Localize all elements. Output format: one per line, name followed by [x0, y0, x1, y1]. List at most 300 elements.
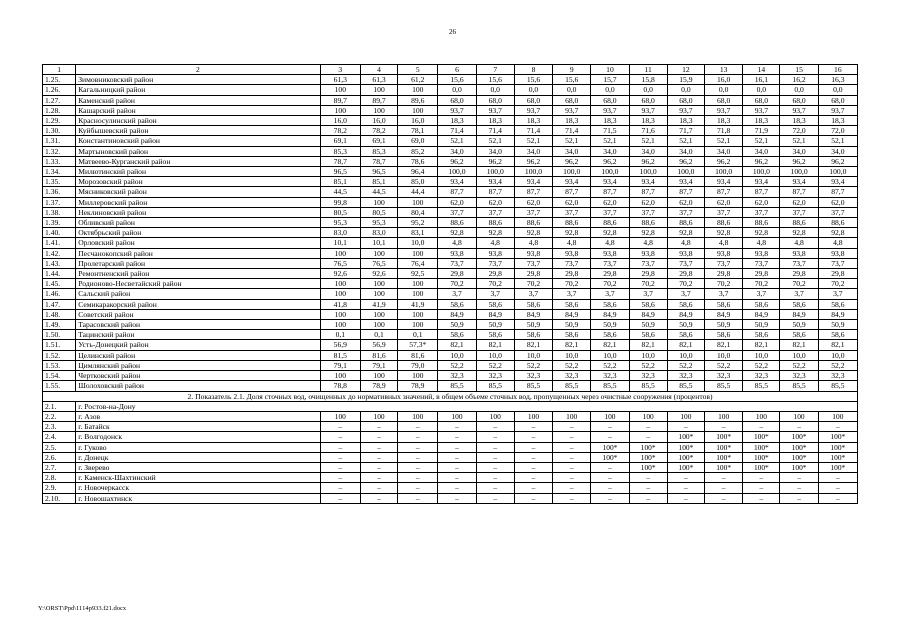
- value-cell: 100: [320, 248, 360, 258]
- value-cell: 3,7: [591, 289, 629, 299]
- value-cell: 100: [360, 197, 397, 207]
- value-cell: 70,2: [818, 279, 857, 289]
- value-cell: 100,0: [705, 167, 743, 177]
- value-cell: –: [476, 473, 514, 483]
- value-cell: 50,9: [591, 320, 629, 330]
- value-cell: –: [438, 462, 476, 472]
- value-cell: –: [398, 452, 438, 462]
- column-number: 9: [553, 65, 591, 75]
- value-cell: –: [629, 422, 667, 432]
- value-cell: 62,0: [780, 197, 818, 207]
- table-row: [43, 258, 858, 268]
- value-cell: 88,6: [743, 218, 780, 228]
- value-cell: 99,8: [320, 197, 360, 207]
- value-cell: 70,2: [705, 279, 743, 289]
- district-name: Обливский район: [76, 218, 321, 228]
- table-row: [43, 126, 858, 136]
- value-cell: 3,7: [705, 289, 743, 299]
- value-cell: –: [320, 462, 360, 472]
- value-cell: 50,9: [705, 320, 743, 330]
- value-cell: 100: [780, 411, 818, 421]
- value-cell: –: [438, 422, 476, 432]
- value-cell: 73,7: [438, 258, 476, 268]
- value-cell: 100,0: [438, 167, 476, 177]
- value-cell: 70,2: [629, 279, 667, 289]
- value-cell: 85,5: [591, 381, 629, 391]
- value-cell: 88,6: [514, 218, 552, 228]
- value-cell: 18,3: [514, 116, 552, 126]
- value-cell: 100: [398, 371, 438, 381]
- row-number: 1.44.: [43, 269, 76, 279]
- value-cell: 41,8: [320, 299, 360, 309]
- value-cell: 92,8: [591, 228, 629, 238]
- row-number: 1.49.: [43, 320, 76, 330]
- value-cell: 52,1: [705, 136, 743, 146]
- value-cell: 93,8: [438, 248, 476, 258]
- district-name: Цимлянский район: [76, 360, 321, 370]
- value-cell: 79,1: [320, 360, 360, 370]
- value-cell: 58,6: [591, 330, 629, 340]
- value-cell: 81,5: [320, 350, 360, 360]
- value-cell: 100: [398, 411, 438, 421]
- row-number: 1.50.: [43, 330, 76, 340]
- value-cell: 83,1: [398, 228, 438, 238]
- value-cell: 3,7: [629, 289, 667, 299]
- value-cell: 93,4: [514, 177, 552, 187]
- value-cell: 68,0: [553, 95, 591, 105]
- value-cell: 70,2: [743, 279, 780, 289]
- value-cell: 37,7: [476, 207, 514, 217]
- value-cell: 82,1: [780, 340, 818, 350]
- district-name: Чертковский район: [76, 371, 321, 381]
- value-cell: 62,0: [629, 197, 667, 207]
- value-cell: 52,1: [514, 136, 552, 146]
- value-cell: 100: [667, 411, 704, 421]
- value-cell: 78,1: [398, 126, 438, 136]
- value-cell: 78,2: [360, 126, 397, 136]
- city-name: г. Азов: [76, 411, 321, 421]
- value-cell: 88,6: [553, 218, 591, 228]
- value-cell: 71,8: [705, 126, 743, 136]
- value-cell: 88,6: [818, 218, 857, 228]
- value-cell: –: [514, 432, 552, 442]
- value-cell: 70,2: [438, 279, 476, 289]
- value-cell: 85,3: [320, 146, 360, 156]
- value-cell: 84,9: [818, 309, 857, 319]
- value-cell: 84,9: [667, 309, 704, 319]
- value-cell: 78,7: [320, 156, 360, 166]
- value-cell: 10,0: [591, 350, 629, 360]
- value-cell: 10,0: [398, 238, 438, 248]
- row-number: 1.46.: [43, 289, 76, 299]
- city-name: г. Каменск-Шахтинский: [76, 473, 321, 483]
- value-cell: 100*: [667, 462, 704, 472]
- table-row: [43, 218, 858, 228]
- table-row: [43, 360, 858, 370]
- value-cell: 93,8: [743, 248, 780, 258]
- row-number: 2.5.: [43, 442, 76, 452]
- value-cell: 3,7: [667, 289, 704, 299]
- column-number: 1: [43, 65, 76, 75]
- value-cell: –: [667, 493, 704, 503]
- city-name: г. Новошахтинск: [76, 493, 321, 503]
- value-cell: 62,0: [514, 197, 552, 207]
- row-number: 1.31.: [43, 136, 76, 146]
- district-name: Песчанокопский район: [76, 248, 321, 258]
- value-cell: 88,6: [705, 218, 743, 228]
- table-row: [43, 422, 858, 432]
- value-cell: –: [476, 493, 514, 503]
- value-cell: 37,7: [780, 207, 818, 217]
- row-number: 2.6.: [43, 452, 76, 462]
- value-cell: 92,8: [667, 228, 704, 238]
- row-number: 1.39.: [43, 218, 76, 228]
- value-cell: 93,8: [476, 248, 514, 258]
- value-cell: 34,0: [629, 146, 667, 156]
- row-number: 1.42.: [43, 248, 76, 258]
- value-cell: 69,1: [320, 136, 360, 146]
- value-cell: 100: [591, 411, 629, 421]
- value-cell: 34,0: [553, 146, 591, 156]
- value-cell: 58,6: [705, 299, 743, 309]
- value-cell: 85,1: [360, 177, 397, 187]
- value-cell: 58,6: [591, 299, 629, 309]
- value-cell: 69,1: [360, 136, 397, 146]
- value-cell: 10,0: [743, 350, 780, 360]
- value-cell: 93,7: [629, 105, 667, 115]
- value-cell: 29,8: [667, 269, 704, 279]
- value-cell: 93,4: [591, 177, 629, 187]
- value-cell: 87,7: [514, 187, 552, 197]
- value-cell: 89,7: [320, 95, 360, 105]
- value-cell: 3,7: [476, 289, 514, 299]
- value-cell: 29,8: [476, 269, 514, 279]
- value-cell: 87,7: [743, 187, 780, 197]
- value-cell: 84,9: [514, 309, 552, 319]
- value-cell: 4,8: [438, 238, 476, 248]
- value-cell: 87,7: [629, 187, 667, 197]
- value-cell: 82,1: [438, 340, 476, 350]
- value-cell: 15,6: [476, 75, 514, 85]
- column-number: 16: [818, 65, 857, 75]
- footer-file-path: Y:\ORST\Ppd\1114p933.f21.docx: [38, 605, 127, 612]
- value-cell: 85,5: [705, 381, 743, 391]
- value-cell: 62,0: [818, 197, 857, 207]
- value-cell: –: [514, 452, 552, 462]
- value-cell: 70,2: [667, 279, 704, 289]
- value-cell: 15,6: [553, 75, 591, 85]
- value-cell: 32,3: [629, 371, 667, 381]
- value-cell: 10,0: [818, 350, 857, 360]
- value-cell: 16,0: [360, 116, 397, 126]
- value-cell: 100,0: [818, 167, 857, 177]
- column-number-row: [43, 65, 858, 75]
- value-cell: 32,3: [705, 371, 743, 381]
- district-name: Шолоховский район: [76, 381, 321, 391]
- value-cell: 58,6: [667, 299, 704, 309]
- value-cell: –: [476, 422, 514, 432]
- value-cell: 100*: [705, 432, 743, 442]
- value-cell: 4,8: [591, 238, 629, 248]
- value-cell: –: [320, 422, 360, 432]
- row-number: 2.2.: [43, 411, 76, 421]
- value-cell: 44,5: [360, 187, 397, 197]
- value-cell: 10,0: [705, 350, 743, 360]
- value-cell: 62,0: [667, 197, 704, 207]
- value-cell: 100: [514, 411, 552, 421]
- value-cell: –: [320, 432, 360, 442]
- row-number: 1.54.: [43, 371, 76, 381]
- value-cell: 70,2: [476, 279, 514, 289]
- value-cell: 92,8: [514, 228, 552, 238]
- value-cell: 83,0: [320, 228, 360, 238]
- row-number: 1.40.: [43, 228, 76, 238]
- value-cell: 10,0: [476, 350, 514, 360]
- value-cell: –: [629, 493, 667, 503]
- value-cell: 4,8: [818, 238, 857, 248]
- value-cell: –: [438, 452, 476, 462]
- value-cell: 100: [320, 320, 360, 330]
- value-cell: 100: [553, 411, 591, 421]
- value-cell: 58,6: [553, 299, 591, 309]
- row-number: 2.7.: [43, 462, 76, 472]
- value-cell: –: [705, 493, 743, 503]
- value-cell: 29,8: [743, 269, 780, 279]
- value-cell: 68,0: [667, 95, 704, 105]
- value-cell: –: [743, 473, 780, 483]
- value-cell: 93,8: [780, 248, 818, 258]
- table-row: [43, 248, 858, 258]
- value-cell: –: [553, 493, 591, 503]
- value-cell: 81,6: [398, 350, 438, 360]
- value-cell: 96,2: [743, 156, 780, 166]
- value-cell: 61,3: [360, 75, 397, 85]
- table-row: [43, 95, 858, 105]
- district-name: Морозовский район: [76, 177, 321, 187]
- value-cell: 37,7: [591, 207, 629, 217]
- value-cell: 93,7: [667, 105, 704, 115]
- row-number: 2.9.: [43, 483, 76, 493]
- value-cell: 100: [360, 279, 397, 289]
- value-cell: 84,9: [743, 309, 780, 319]
- value-cell: 18,3: [629, 116, 667, 126]
- value-cell: –: [780, 422, 818, 432]
- value-cell: 32,3: [476, 371, 514, 381]
- column-number: 7: [476, 65, 514, 75]
- value-cell: –: [360, 422, 397, 432]
- value-cell: 52,1: [629, 136, 667, 146]
- value-cell: 100,0: [514, 167, 552, 177]
- value-cell: –: [514, 462, 552, 472]
- value-cell: 93,4: [743, 177, 780, 187]
- value-cell: 50,9: [438, 320, 476, 330]
- value-cell: –: [360, 493, 397, 503]
- value-cell: 52,1: [476, 136, 514, 146]
- value-cell: 58,6: [476, 299, 514, 309]
- value-cell: –: [360, 462, 397, 472]
- value-cell: 95,2: [398, 218, 438, 228]
- value-cell: –: [818, 483, 857, 493]
- value-cell: 88,6: [438, 218, 476, 228]
- value-cell: 100*: [780, 462, 818, 472]
- value-cell: –: [476, 432, 514, 442]
- value-cell: 95,3: [360, 218, 397, 228]
- value-cell: –: [320, 452, 360, 462]
- row-number: 1.34.: [43, 167, 76, 177]
- value-cell: 89,7: [360, 95, 397, 105]
- value-cell: 68,0: [743, 95, 780, 105]
- value-cell: 89,6: [398, 95, 438, 105]
- city-name: г. Батайск: [76, 422, 321, 432]
- value-cell: 50,9: [476, 320, 514, 330]
- district-name: Советский район: [76, 309, 321, 319]
- value-cell: 87,7: [553, 187, 591, 197]
- value-cell: 52,2: [591, 360, 629, 370]
- table-row: [43, 197, 858, 207]
- value-cell: 16,0: [320, 116, 360, 126]
- value-cell: 37,7: [438, 207, 476, 217]
- value-cell: –: [514, 493, 552, 503]
- value-cell: –: [438, 483, 476, 493]
- table-row: [43, 136, 858, 146]
- value-cell: 100*: [705, 452, 743, 462]
- value-cell: 18,3: [780, 116, 818, 126]
- value-cell: 37,7: [553, 207, 591, 217]
- row-number: 1.37.: [43, 197, 76, 207]
- value-cell: 73,7: [629, 258, 667, 268]
- value-cell: 18,3: [818, 116, 857, 126]
- row-number: 1.29.: [43, 116, 76, 126]
- value-cell: 93,4: [476, 177, 514, 187]
- value-cell: 58,6: [438, 330, 476, 340]
- table-row: [43, 411, 858, 421]
- value-cell: 44,4: [398, 187, 438, 197]
- row-number: 1.43.: [43, 258, 76, 268]
- value-cell: 87,7: [591, 187, 629, 197]
- value-cell: –: [360, 473, 397, 483]
- value-cell: 52,1: [591, 136, 629, 146]
- value-cell: –: [743, 493, 780, 503]
- value-cell: –: [320, 493, 360, 503]
- value-cell: –: [398, 432, 438, 442]
- value-cell: 92,8: [780, 228, 818, 238]
- value-cell: 100*: [743, 462, 780, 472]
- value-cell: 70,2: [780, 279, 818, 289]
- table-row: [43, 279, 858, 289]
- value-cell: 73,7: [591, 258, 629, 268]
- value-cell: 82,1: [629, 340, 667, 350]
- value-cell: 58,6: [629, 330, 667, 340]
- value-cell: 100: [818, 411, 857, 421]
- value-cell: 34,0: [743, 146, 780, 156]
- value-cell: 82,1: [514, 340, 552, 350]
- value-cell: 100*: [629, 442, 667, 452]
- value-cell: 56,9: [320, 340, 360, 350]
- value-cell: –: [743, 483, 780, 493]
- value-cell: 15,6: [514, 75, 552, 85]
- value-cell: 93,7: [818, 105, 857, 115]
- page-number: 26: [449, 28, 456, 36]
- table-row: [43, 320, 858, 330]
- value-cell: 100: [398, 309, 438, 319]
- value-cell: –: [553, 462, 591, 472]
- value-cell: 0,0: [705, 85, 743, 95]
- row-number: 1.51.: [43, 340, 76, 350]
- value-cell: 69,0: [398, 136, 438, 146]
- value-cell: 15,7: [591, 75, 629, 85]
- city-name: г. Новочеркасск: [76, 483, 321, 493]
- value-cell: 88,6: [780, 218, 818, 228]
- value-cell: 100: [360, 289, 397, 299]
- value-cell: 93,7: [743, 105, 780, 115]
- value-cell: 87,7: [476, 187, 514, 197]
- value-cell: 0,1: [360, 330, 397, 340]
- value-cell: 92,8: [818, 228, 857, 238]
- value-cell: 50,9: [743, 320, 780, 330]
- value-cell: 71,7: [667, 126, 704, 136]
- table-row: [43, 146, 858, 156]
- value-cell: 100*: [818, 452, 857, 462]
- value-cell: 100: [360, 248, 397, 258]
- value-cell: 84,9: [629, 309, 667, 319]
- value-cell: –: [553, 432, 591, 442]
- value-cell: 71,6: [629, 126, 667, 136]
- value-cell: 0,0: [553, 85, 591, 95]
- value-cell: 52,2: [514, 360, 552, 370]
- city-name: г. Зверево: [76, 462, 321, 472]
- value-cell: 44,5: [320, 187, 360, 197]
- value-cell: 100,0: [780, 167, 818, 177]
- district-name: Милютинский район: [76, 167, 321, 177]
- value-cell: 29,8: [591, 269, 629, 279]
- district-name: Сальский район: [76, 289, 321, 299]
- value-cell: 50,9: [514, 320, 552, 330]
- value-cell: 32,3: [818, 371, 857, 381]
- value-cell: 52,2: [438, 360, 476, 370]
- value-cell: 88,6: [629, 218, 667, 228]
- value-cell: 4,8: [553, 238, 591, 248]
- value-cell: 93,8: [705, 248, 743, 258]
- value-cell: 3,7: [780, 289, 818, 299]
- value-cell: 68,0: [591, 95, 629, 105]
- district-name: Кашарский район: [76, 105, 321, 115]
- column-number: 14: [743, 65, 780, 75]
- table-row: [43, 452, 858, 462]
- value-cell: 100: [398, 105, 438, 115]
- district-name: Целинский район: [76, 350, 321, 360]
- value-cell: 52,1: [553, 136, 591, 146]
- value-cell: –: [514, 473, 552, 483]
- value-cell: 61,2: [398, 75, 438, 85]
- value-cell: 68,0: [818, 95, 857, 105]
- value-cell: 58,6: [553, 330, 591, 340]
- value-cell: 92,6: [360, 269, 397, 279]
- value-cell: 32,3: [553, 371, 591, 381]
- value-cell: 100: [320, 279, 360, 289]
- value-cell: 58,6: [514, 299, 552, 309]
- value-cell: 96,2: [818, 156, 857, 166]
- district-name: Константиновский район: [76, 136, 321, 146]
- value-cell: 100*: [780, 432, 818, 442]
- value-cell: 3,7: [743, 289, 780, 299]
- value-cell: 73,7: [818, 258, 857, 268]
- value-cell: 73,7: [553, 258, 591, 268]
- value-cell: 0,0: [818, 85, 857, 95]
- district-name: Мясниковский район: [76, 187, 321, 197]
- value-cell: –: [514, 442, 552, 452]
- value-cell: 29,8: [553, 269, 591, 279]
- value-cell: 93,8: [667, 248, 704, 258]
